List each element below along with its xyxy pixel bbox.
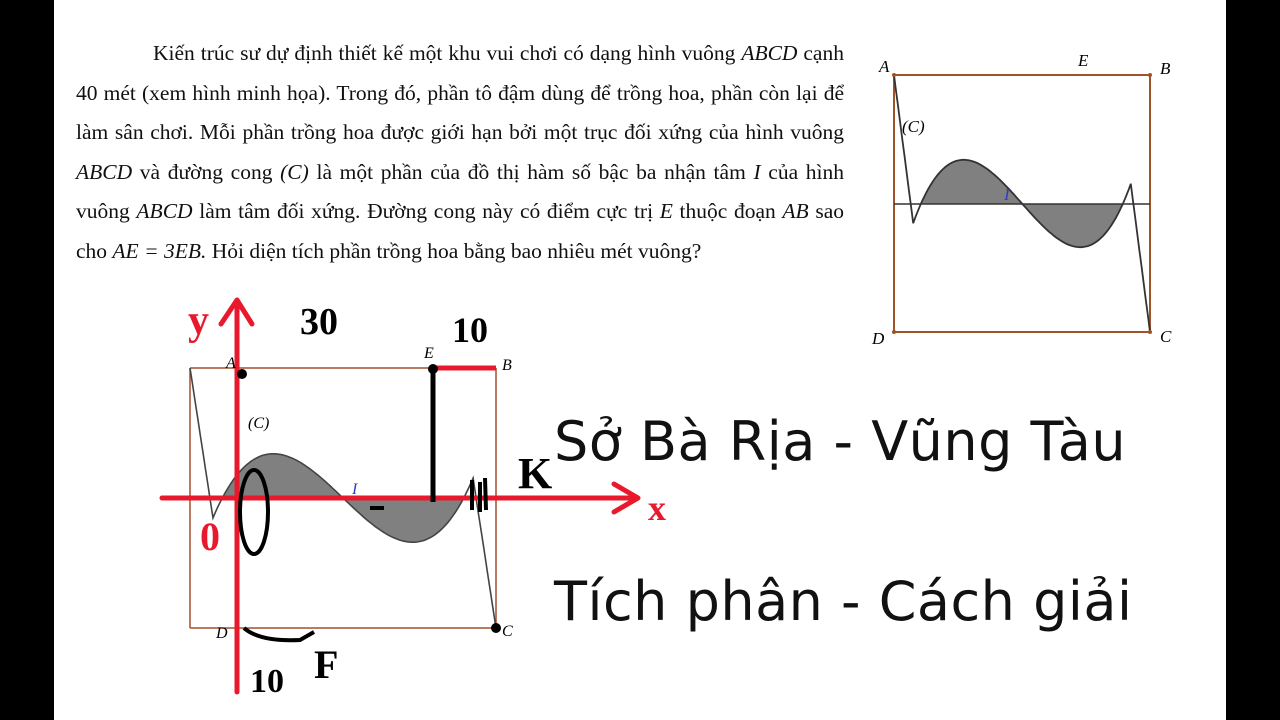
vertex-d <box>892 330 896 334</box>
math-center: I <box>753 159 761 184</box>
label-b: B <box>1160 59 1171 78</box>
text-segment: của hình vuông <box>76 159 844 223</box>
figure-annotated <box>100 282 666 720</box>
math-abcd: ABCD <box>76 159 133 184</box>
label-10-top: 10 <box>452 310 488 350</box>
text-segment: làm tâm đối xứng. Đường cong này có điểm cực trị <box>192 199 660 223</box>
label-b: B <box>502 357 512 374</box>
math-extremum: E <box>659 199 673 223</box>
label-a: A <box>226 355 236 372</box>
label-d: D <box>872 329 885 348</box>
heading-source: Sở Bà Rịa - Vũng Tàu <box>554 410 1127 473</box>
label-c: C <box>502 623 513 640</box>
label-curve: (C) <box>248 415 270 432</box>
heading-topic: Tích phân - Cách giải <box>554 570 1133 633</box>
label-c: C <box>1160 327 1172 346</box>
label-i: I <box>352 481 358 498</box>
math-curve: (C) <box>280 159 309 184</box>
text-segment: Hỏi diện tích phần trồng hoa bằng bao nhiêu mét vuông? <box>206 238 702 263</box>
slide <box>54 0 1226 720</box>
text-segment: là một phần của đồ thị hàm số bậc ba nhận tâm <box>308 159 754 184</box>
label-k: K <box>518 449 553 498</box>
label-i: I <box>1004 185 1010 204</box>
problem-text <box>76 34 844 271</box>
label-30: 30 <box>300 301 338 343</box>
label-f: F <box>314 642 339 687</box>
point-e-dot <box>428 364 438 374</box>
label-e: E <box>1078 51 1089 70</box>
label-d: D <box>216 625 228 642</box>
point-c-dot <box>491 623 501 633</box>
math-segment: AB <box>782 199 809 223</box>
label-curve: (C) <box>902 117 925 136</box>
vertex-a <box>892 73 896 77</box>
point-a-dot <box>237 369 247 379</box>
label-e: E <box>424 345 434 362</box>
vertex-b <box>1148 73 1152 77</box>
math-abcd: ABCD <box>136 199 193 223</box>
text-segment: sao cho <box>76 199 845 263</box>
vertex-c <box>1148 330 1152 334</box>
math-abcd: ABCD <box>741 41 798 65</box>
label-origin: 0 <box>200 514 220 559</box>
math-ratio: AE = 3EB. <box>112 238 207 263</box>
label-y: y <box>188 298 209 344</box>
problem-statement <box>76 34 844 271</box>
text-segment: và đường cong <box>132 159 281 184</box>
text-segment: thuộc đoạn <box>672 199 783 223</box>
text-segment: Kiến trúc sư dự định thiết kế một khu vui chơi có dạng hình vuông <box>153 41 742 65</box>
text-segment: cạnh 40 mét (xem hình minh họa). Trong đó, phần tô đậm dùng để trồng hoa, phần còn lại để làm sân chơi. Mỗi phần trồng hoa được giới hạn bởi một trục đối xứng của hình vuông <box>76 41 844 144</box>
segment-df-brace <box>244 628 314 640</box>
figure-square <box>864 42 1224 362</box>
label-10-bottom: 10 <box>250 663 284 700</box>
label-x: x <box>648 488 666 528</box>
label-a: A <box>879 57 890 76</box>
